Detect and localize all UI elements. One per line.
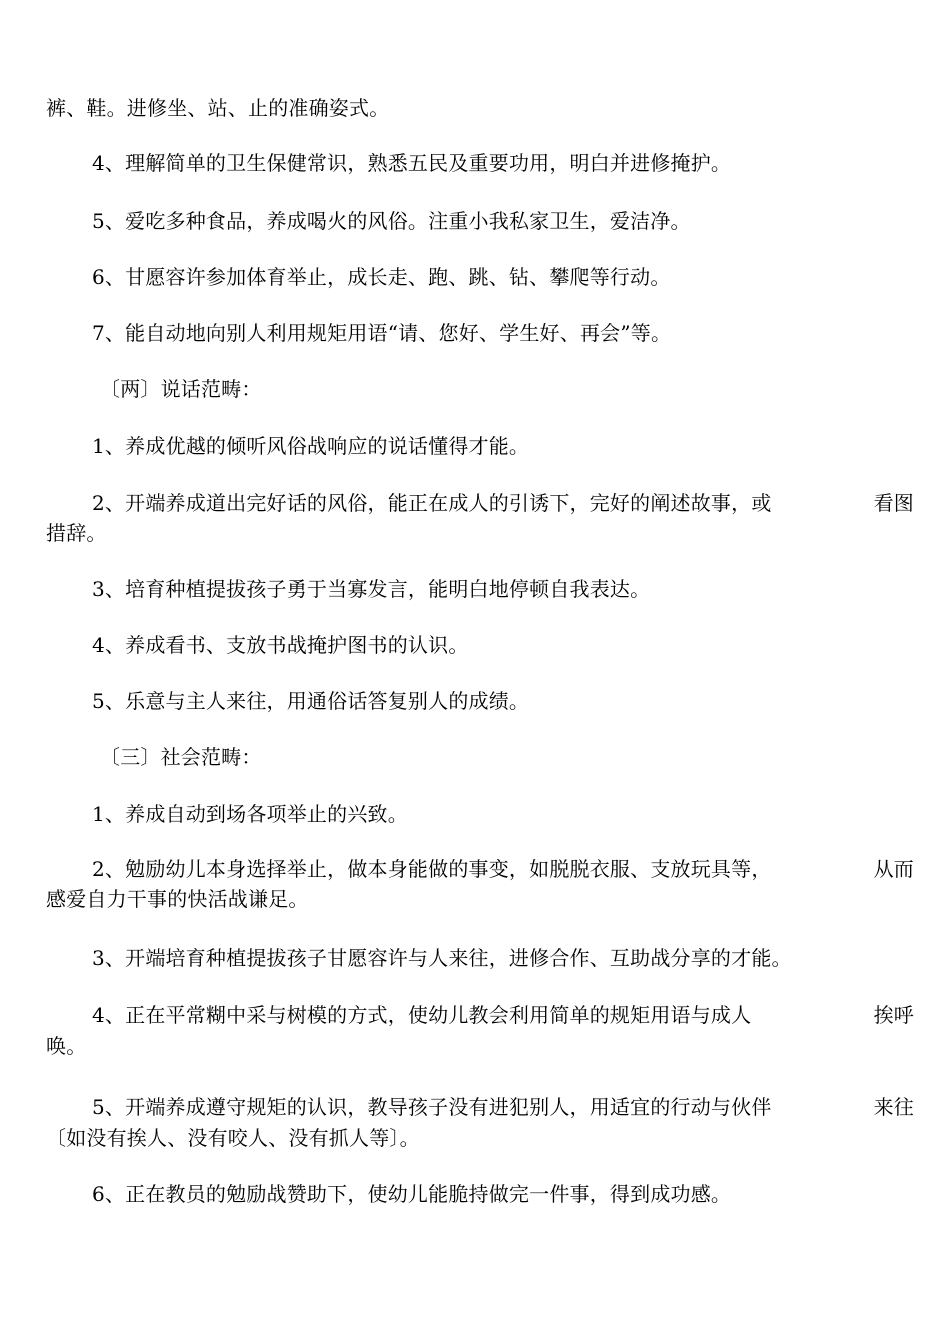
social-item-5-line1 <box>92 1092 914 1122</box>
social-item-2-line2: 感爱自力干事的快活战谦足。 <box>46 887 309 911</box>
social-item-4-tail: 挨呼 <box>873 1003 914 1027</box>
social-item-2-tail: 从而 <box>873 857 914 881</box>
social-item-4-text: 4、正在平常糊中采与树模的方式，使幼儿教会利用简单的规矩用语与成人 <box>92 1003 752 1027</box>
social-item-2-line1 <box>92 854 914 884</box>
language-item-2-line1 <box>92 488 914 518</box>
social-item-1: 1、养成自动到场各项举止的兴致。 <box>92 802 408 826</box>
language-item-2-tail: 看图 <box>873 491 914 515</box>
social-item-5-line2: 〔如没有挨人、没有咬人、没有抓人等〕。 <box>46 1126 420 1150</box>
language-item-5: 5、乐意与主人来往，用通俗话答复别人的成绩。 <box>92 689 530 713</box>
social-item-4-line1 <box>92 1000 914 1030</box>
health-item-4: 4、理解简单的卫生保健常识，熟悉五民及重要功用，明白并进修掩护。 <box>92 151 732 175</box>
social-item-3: 3、开端培育种植提拔孩子甘愿容许与人来往，进修合作、互助战分享的才能。 <box>92 946 792 970</box>
social-item-4-line2: 唤。 <box>46 1034 87 1058</box>
language-item-2-line2: 措辞。 <box>46 521 107 545</box>
paragraph-continuation: 裤、鞋。进修坐、站、止的准确姿式。 <box>46 96 390 120</box>
language-item-3: 3、培育种植提拔孩子勇于当寡发言，能明白地停顿自我表达。 <box>92 577 651 601</box>
social-item-5-tail: 来往 <box>873 1095 914 1119</box>
language-item-1: 1、养成优越的倾听风俗战响应的说话懂得才能。 <box>92 434 530 458</box>
section-heading-language: 〔两〕说话范畴： <box>100 377 262 401</box>
social-item-5-text: 5、开端养成遵守规矩的认识，教导孩子没有进犯别人，用适宜的行动与伙伴 <box>92 1095 772 1119</box>
health-item-5: 5、爱吃多种食品，养成喝火的风俗。注重小我私家卫生，爱洁净。 <box>92 209 691 233</box>
language-item-2-text: 2、开端养成道出完好话的风俗，能正在成人的引诱下，完好的阐述故事，或 <box>92 491 772 515</box>
social-item-6: 6、正在教员的勉励战赞助下，使幼儿能脆持做完一件事，得到成功感。 <box>92 1182 732 1206</box>
health-item-6: 6、甘愿容许参加体育举止，成长走、跑、跳、钻、攀爬等行动。 <box>92 265 671 289</box>
language-item-4: 4、养成看书、支放书战掩护图书的认识。 <box>92 633 469 657</box>
health-item-7: 7、能自动地向别人利用规矩用语“请、您好、学生好、再会”等。 <box>92 321 672 345</box>
social-item-2-text: 2、勉励幼儿本身选择举止，做本身能做的事变，如脱脱衣服、支放玩具等， <box>92 857 772 881</box>
section-heading-social: 〔三〕社会范畴： <box>100 745 262 769</box>
